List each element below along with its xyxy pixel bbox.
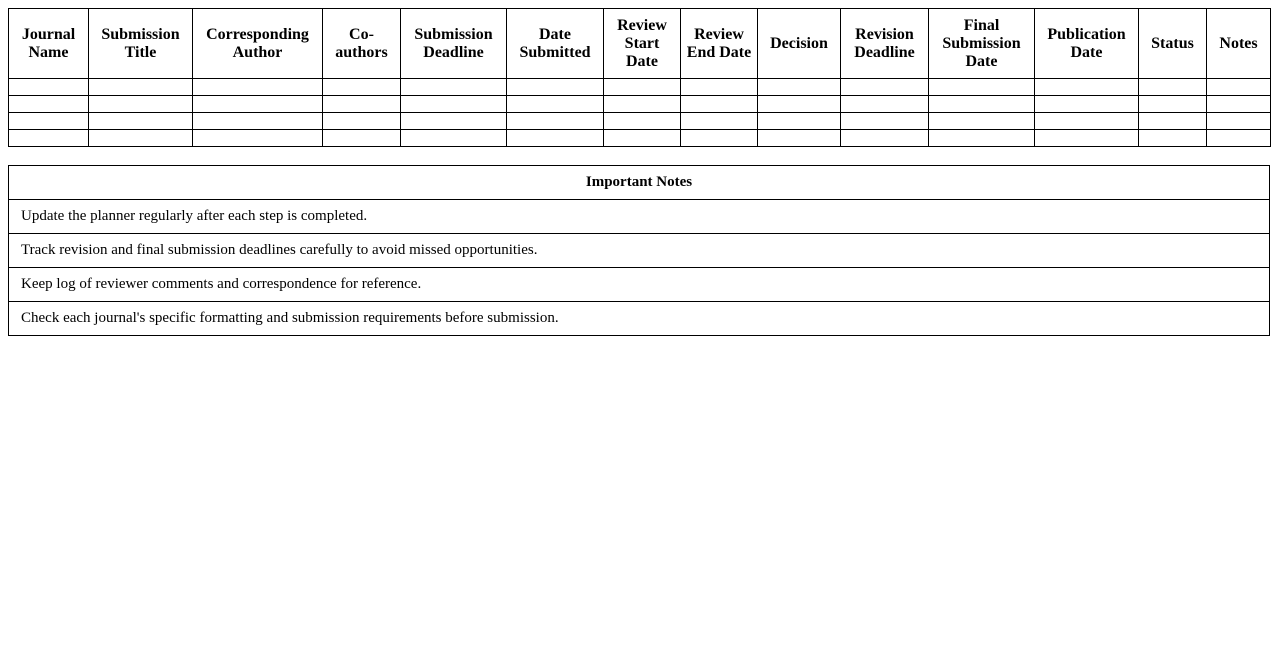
note-row [9, 200, 1270, 234]
notes-title: Important Notes [9, 166, 1270, 200]
header-co-authors: Co-authors [323, 9, 401, 79]
table-row [9, 130, 1271, 147]
table-cell[interactable] [401, 130, 507, 147]
page-content [8, 8, 1270, 336]
table-cell[interactable] [1139, 113, 1207, 130]
header-row [9, 9, 1271, 79]
table-cell[interactable] [89, 113, 193, 130]
header-review-start-date: Review Start Date [604, 9, 681, 79]
notes-header-row [9, 166, 1270, 200]
header-revision-deadline: Revision Deadline [841, 9, 929, 79]
table-cell[interactable] [1035, 96, 1139, 113]
table-cell[interactable] [929, 96, 1035, 113]
table-cell[interactable] [9, 130, 89, 147]
table-cell[interactable] [89, 79, 193, 96]
header-publication-date: Publication Date [1035, 9, 1139, 79]
header-submission-deadline: Submission Deadline [401, 9, 507, 79]
table-cell[interactable] [323, 96, 401, 113]
table-cell[interactable] [1035, 113, 1139, 130]
table-cell[interactable] [841, 96, 929, 113]
table-cell[interactable] [681, 113, 758, 130]
table-cell[interactable] [193, 79, 323, 96]
header-review-end-date: Review End Date [681, 9, 758, 79]
header-corresponding-author: Corresponding Author [193, 9, 323, 79]
table-cell[interactable] [604, 79, 681, 96]
submission-planner-table [8, 8, 1271, 147]
header-decision: Decision [758, 9, 841, 79]
table-cell[interactable] [1035, 79, 1139, 96]
important-notes-table [8, 165, 1270, 336]
table-cell[interactable] [507, 79, 604, 96]
table-cell[interactable] [929, 113, 1035, 130]
table-cell[interactable] [1207, 79, 1271, 96]
header-status: Status [1139, 9, 1207, 79]
table-cell[interactable] [841, 79, 929, 96]
header-submission-title: Submission Title [89, 9, 193, 79]
table-cell[interactable] [929, 79, 1035, 96]
table-cell[interactable] [9, 113, 89, 130]
table-cell[interactable] [401, 96, 507, 113]
table-cell[interactable] [9, 96, 89, 113]
table-cell[interactable] [401, 113, 507, 130]
table-cell[interactable] [323, 113, 401, 130]
table-cell[interactable] [89, 130, 193, 147]
table-cell[interactable] [1139, 79, 1207, 96]
table-cell[interactable] [758, 130, 841, 147]
note-item: Update the planner regularly after each step is completed. [9, 200, 1270, 234]
table-row [9, 79, 1271, 96]
table-cell[interactable] [507, 113, 604, 130]
header-final-submission-date: Final Submission Date [929, 9, 1035, 79]
table-cell[interactable] [9, 79, 89, 96]
table-cell[interactable] [1035, 130, 1139, 147]
table-cell[interactable] [323, 130, 401, 147]
note-row [9, 302, 1270, 336]
table-cell[interactable] [401, 79, 507, 96]
header-date-submitted: Date Submitted [507, 9, 604, 79]
table-cell[interactable] [323, 79, 401, 96]
note-row [9, 234, 1270, 268]
table-cell[interactable] [604, 96, 681, 113]
header-notes: Notes [1207, 9, 1271, 79]
table-cell[interactable] [604, 130, 681, 147]
table-cell[interactable] [193, 96, 323, 113]
note-item: Track revision and final submission deadlines carefully to avoid missed opportunities. [9, 234, 1270, 268]
table-cell[interactable] [681, 96, 758, 113]
table-cell[interactable] [193, 113, 323, 130]
table-cell[interactable] [1139, 130, 1207, 147]
table-cell[interactable] [758, 79, 841, 96]
table-cell[interactable] [758, 96, 841, 113]
table-row [9, 113, 1271, 130]
note-item: Keep log of reviewer comments and correspondence for reference. [9, 268, 1270, 302]
table-cell[interactable] [758, 113, 841, 130]
table-cell[interactable] [841, 130, 929, 147]
note-row [9, 268, 1270, 302]
table-cell[interactable] [507, 130, 604, 147]
table-cell[interactable] [1139, 96, 1207, 113]
table-cell[interactable] [507, 96, 604, 113]
table-cell[interactable] [1207, 113, 1271, 130]
table-cell[interactable] [1207, 130, 1271, 147]
header-journal-name: Journal Name [9, 9, 89, 79]
table-cell[interactable] [681, 79, 758, 96]
table-row [9, 96, 1271, 113]
table-cell[interactable] [681, 130, 758, 147]
table-cell[interactable] [841, 113, 929, 130]
table-cell[interactable] [604, 113, 681, 130]
table-cell[interactable] [929, 130, 1035, 147]
table-cell[interactable] [1207, 96, 1271, 113]
note-item: Check each journal's specific formatting and submission requirements before submission. [9, 302, 1270, 336]
table-cell[interactable] [89, 96, 193, 113]
table-cell[interactable] [193, 130, 323, 147]
